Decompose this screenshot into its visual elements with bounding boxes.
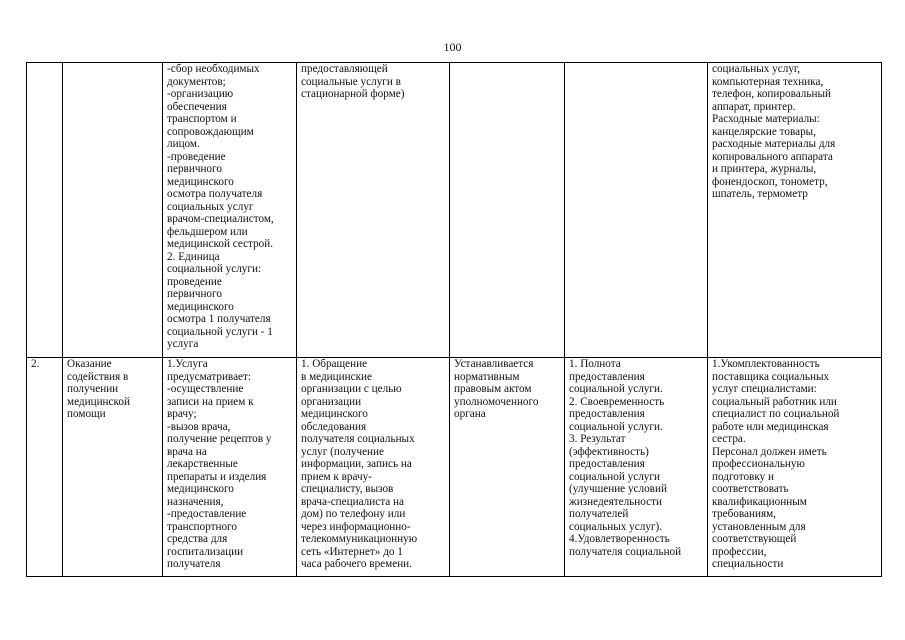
cell-text-line: услуг специалистами:: [712, 383, 817, 395]
cell-text-line: работе или медицинская: [712, 420, 829, 433]
services-table-body: [27, 63, 882, 577]
cell-text-line: социальной услуги:: [167, 263, 262, 275]
cell-text-line: -организацию: [167, 88, 234, 100]
delivery-terms-cell: [297, 63, 450, 358]
cell-text-line: информации, запись на: [301, 458, 412, 470]
cell-text-line: поставщика социальных: [712, 370, 830, 383]
cell-text-line: получателя социальных: [301, 433, 415, 445]
cell-text-line: осмотра 1 получателя: [167, 313, 271, 325]
cell-text-line: предоставляющей: [301, 63, 388, 75]
cell-text-line: врача-специалиста на: [301, 495, 404, 508]
cell-text-line: обследования: [301, 420, 367, 433]
cell-text-line: предоставления: [569, 370, 645, 383]
cell-text-line: медицинского: [167, 300, 234, 313]
cell-text-line: получателя социальной: [569, 545, 682, 558]
delivery-conditions-cell: [708, 358, 882, 577]
cell-text-line: лекарственные: [167, 458, 238, 470]
cell-text-line: -вызов врача,: [167, 420, 231, 433]
cell-text-line: врача на: [167, 445, 207, 458]
cell-text-line: социальной услуги: [569, 470, 660, 483]
service-name-cell: [63, 358, 163, 577]
cell-text-line: прием к врачу-: [301, 470, 372, 483]
cell-text-line: 1.Укомплектованность: [712, 358, 820, 370]
cell-text-line: медицинского: [167, 175, 234, 188]
tariff-cell: [450, 358, 565, 577]
cell-text-line: квалификационным: [712, 495, 807, 508]
cell-text-line: получении: [67, 383, 119, 395]
cell-text-line: шпатель, термометр: [712, 188, 808, 200]
cell-text-line: жизнедеятельности: [569, 495, 662, 508]
cell-text-line: 3. Результат: [569, 433, 626, 445]
cell-text-line: социальной услуги - 1: [167, 325, 273, 338]
cell-text-line: лицом.: [167, 138, 200, 150]
cell-text-line: канцелярские товары,: [712, 125, 816, 138]
cell-text-line: Расходные материалы:: [712, 113, 820, 125]
cell-text-line: -осуществление: [167, 383, 244, 395]
cell-text-line: врачу;: [167, 408, 197, 420]
cell-text-line: правовым актом: [454, 383, 532, 395]
cell-text-line: социальных услуг: [167, 200, 254, 213]
cell-text-line: записи на прием к: [167, 395, 254, 408]
cell-text-line: медицинского: [301, 408, 368, 420]
cell-text-line: 2. Своевременность: [569, 395, 665, 408]
cell-text-line: содействия в: [67, 370, 129, 383]
cell-text-line: 1. Обращение: [301, 358, 368, 370]
cell-text-line: фельдшером или: [167, 225, 248, 238]
tariff-cell: [450, 63, 565, 358]
service-description-cell: [163, 63, 297, 358]
cell-text-line: получателей: [569, 508, 629, 520]
quality-indicators-cell: [565, 63, 708, 358]
cell-text-line: подготовку и: [712, 470, 774, 483]
services-table: [26, 62, 882, 577]
cell-text-line: стационарной форме): [301, 88, 405, 100]
cell-text-line: документов;: [167, 75, 226, 88]
cell-text-line: 1. Полнота: [569, 358, 621, 370]
cell-text-line: первичного: [167, 163, 222, 175]
cell-text-line: соответствующей: [712, 533, 797, 545]
cell-text-line: уполномоченного: [454, 395, 539, 408]
cell-text-line: предусматривает:: [167, 370, 251, 383]
cell-text-line: Оказание: [67, 358, 112, 370]
cell-text-line: первичного: [167, 288, 222, 300]
table-row: [27, 63, 882, 358]
cell-text-line: специалисту, вызов: [301, 483, 394, 495]
number-cell: [27, 63, 63, 358]
cell-text-line: 2. Единица: [167, 250, 220, 263]
cell-text-line: часа рабочего времени.: [301, 558, 412, 570]
cell-text-line: Персонал должен иметь: [712, 445, 827, 458]
cell-text-line: органа: [454, 408, 486, 420]
cell-text-line: профессиональную: [712, 458, 805, 470]
cell-text-line: (эффективность): [569, 445, 649, 458]
cell-text-line: средства для: [167, 533, 228, 545]
cell-text-line: 4.Удовлетворенность: [569, 533, 670, 545]
cell-text-line: социальных услуг).: [569, 520, 663, 533]
service-name-cell: [63, 63, 163, 358]
cell-text-line: Устанавливается: [454, 358, 534, 370]
cell-text-line: осмотра получателя: [167, 188, 263, 200]
cell-text-line: помощи: [67, 408, 106, 420]
cell-text-line: и принтера, журналы,: [712, 163, 817, 175]
cell-text-line: организации с целью: [301, 383, 402, 395]
cell-text-line: аппарат, принтер.: [712, 100, 796, 113]
cell-text-line: предоставления: [569, 458, 645, 470]
cell-text-line: социальной услуги.: [569, 420, 663, 433]
cell-text-line: назначения,: [167, 495, 224, 508]
cell-text-line: -проведение: [167, 150, 226, 163]
delivery-terms-cell: [297, 358, 450, 577]
cell-text-line: транспортного: [167, 520, 237, 533]
cell-text-line: нормативным: [454, 370, 520, 383]
cell-text-line: проведение: [167, 275, 222, 288]
cell-text-line: специалист по социальной: [712, 408, 840, 420]
cell-text-line: транспортом и: [167, 113, 237, 125]
cell-text-line: профессии,: [712, 545, 767, 558]
cell-text-line: 2.: [31, 358, 40, 370]
cell-text-line: в медицинские: [301, 370, 372, 383]
cell-text-line: организации: [301, 395, 362, 408]
number-cell: [27, 358, 63, 577]
table-row: [27, 358, 882, 577]
cell-text-line: соответствовать: [712, 483, 789, 495]
cell-text-line: -предоставление: [167, 508, 247, 520]
page-number: 100: [443, 40, 462, 54]
cell-text-line: социальные услуги в: [301, 75, 401, 88]
cell-text-line: предоставления: [569, 408, 645, 420]
cell-text-line: получателя: [167, 558, 221, 570]
cell-text-line: фонендоскоп, тонометр,: [712, 175, 828, 188]
cell-text-line: получение рецептов у: [167, 433, 272, 445]
cell-text-line: сестра.: [712, 433, 746, 445]
cell-text-line: социальной услуги.: [569, 383, 663, 395]
cell-text-line: сеть «Интернет» до 1: [301, 545, 403, 558]
cell-text-line: расходные материалы для: [712, 138, 836, 150]
delivery-conditions-cell: [708, 63, 882, 358]
cell-text-line: медицинской сестрой.: [167, 238, 274, 250]
cell-text-line: медицинской: [67, 395, 130, 408]
cell-text-line: специальности: [712, 558, 784, 570]
cell-text-line: требованиям,: [712, 508, 776, 520]
cell-text-line: копировального аппарата: [712, 150, 833, 163]
cell-text-line: сопровождающим: [167, 125, 254, 138]
cell-text-line: госпитализации: [167, 545, 244, 558]
cell-text-line: через информационно-: [301, 520, 411, 533]
quality-indicators-cell: [565, 358, 708, 577]
cell-text-line: услуга: [167, 338, 199, 350]
cell-text-line: медицинского: [167, 483, 234, 495]
cell-text-line: -сбор необходимых: [167, 63, 260, 75]
cell-text-line: врачом-специалистом,: [167, 213, 274, 225]
cell-text-line: обеспечения: [167, 100, 227, 113]
cell-text-line: услуг (получение: [301, 445, 384, 458]
cell-text-line: телекоммуникационную: [301, 533, 418, 545]
service-description-cell: [163, 358, 297, 577]
cell-text-line: 1.Услуга: [167, 358, 208, 370]
cell-text-line: препараты и изделия: [167, 470, 267, 483]
cell-text-line: (улучшение условий: [569, 483, 667, 495]
cell-text-line: установленным для: [712, 520, 806, 533]
cell-text-line: дом) по телефону или: [301, 508, 406, 520]
cell-text-line: телефон, копировальный: [712, 88, 831, 100]
cell-text-line: компьютерная техника,: [712, 75, 824, 88]
cell-text-line: социальный работник или: [712, 395, 837, 408]
cell-text-line: социальных услуг,: [712, 63, 801, 75]
